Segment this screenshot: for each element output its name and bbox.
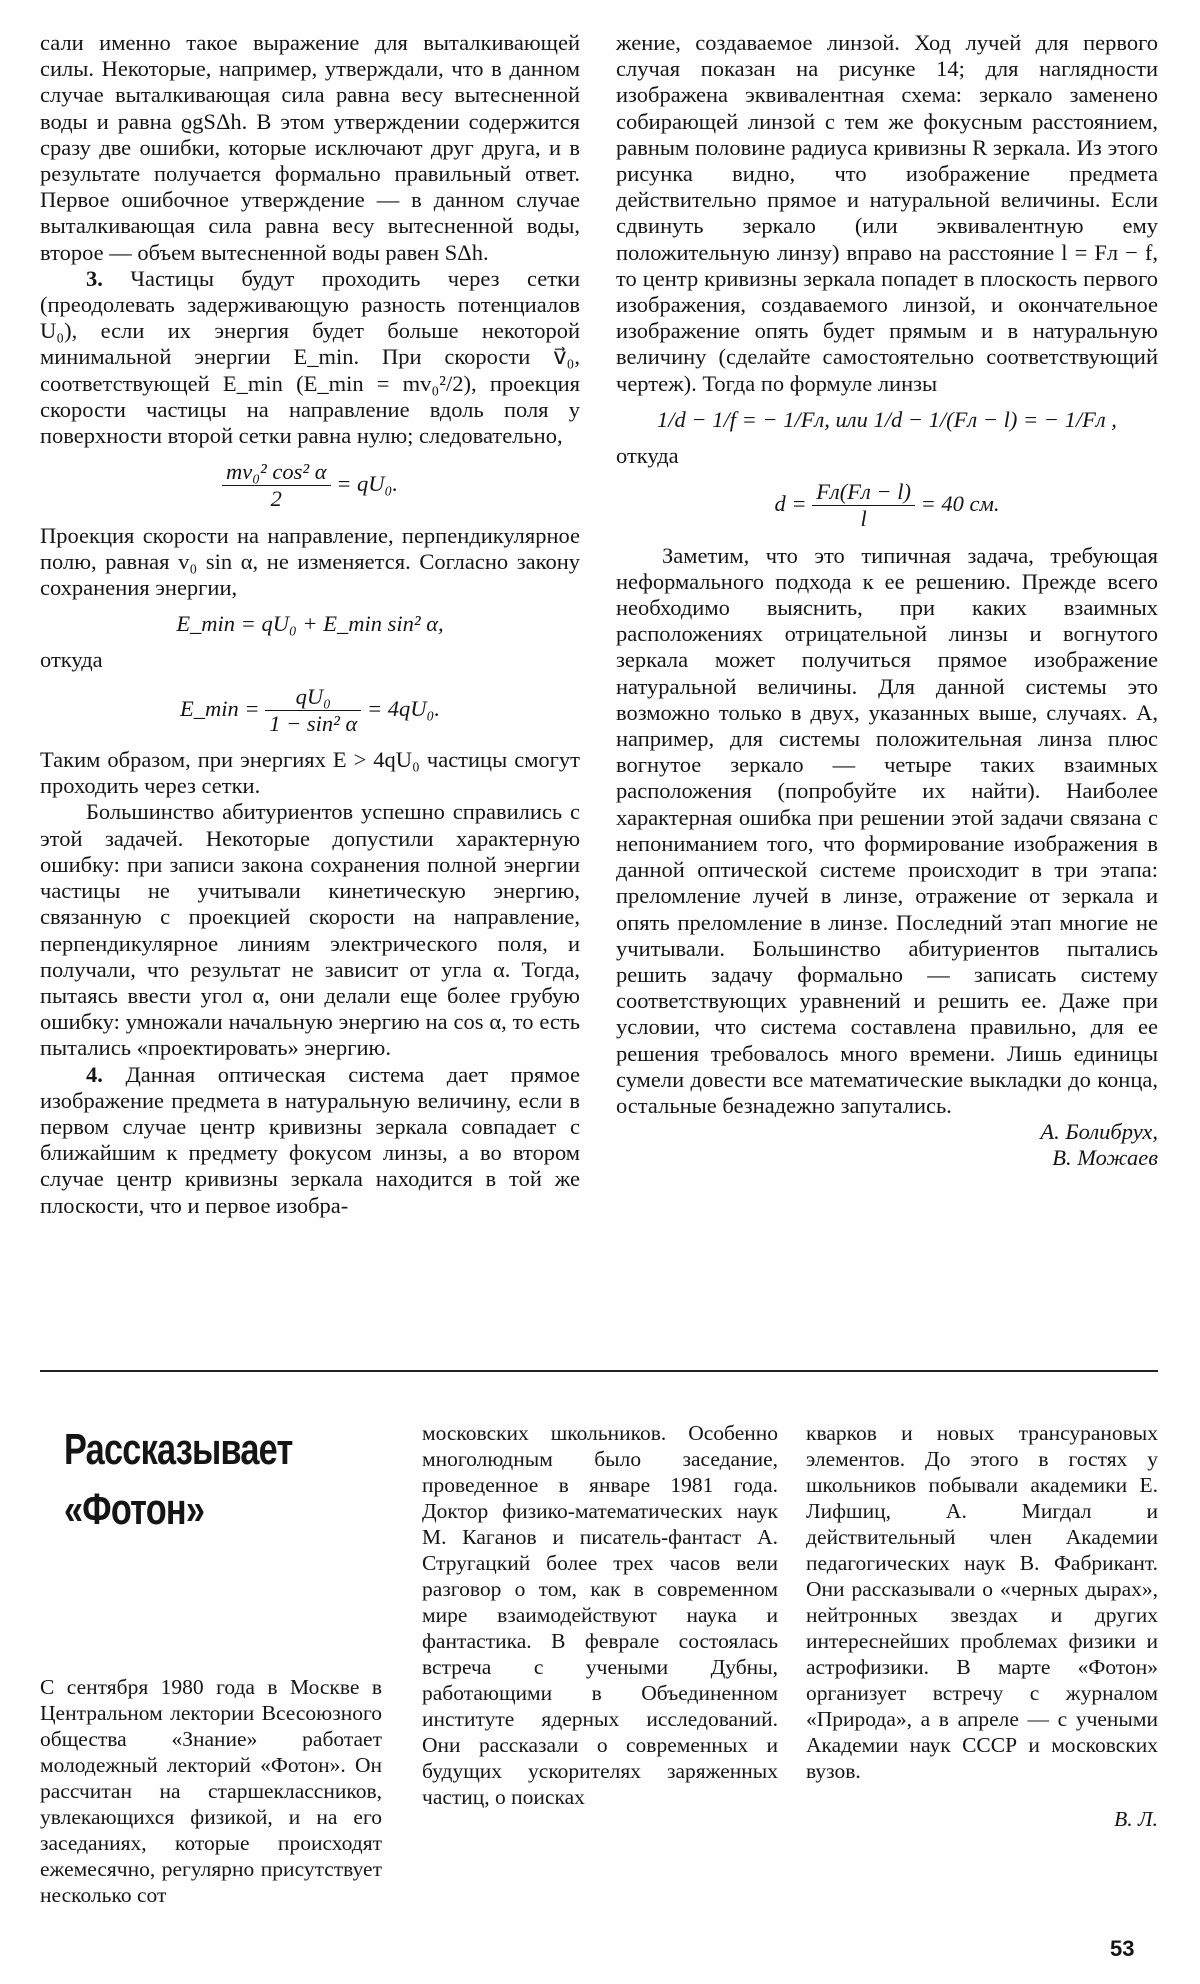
photon-column-2 — [422, 1420, 778, 1810]
photon-column-2-text: московских школьников. Особенно многолюдным было заседание, проведенное в январе 1981 года. Доктор физико-математических наук М. Каганов и писатель-фантаст А. Стругацкий более трех часов вели разговор о том, как в современном мире взаимодействуют наука и фантастика. В феврале состоялась встреча с учеными Дубны, работающими в Объединенном институте ядерных исследований. Они рассказали о современных и будущих ускорителях заряженных частиц, о поисках — [422, 1421, 778, 1809]
left-column — [40, 30, 580, 1219]
paragraph-continued-right: жение, создаваемое линзой. Ход лучей для первого случая показан на рисунке 14; для наглядности изображена эквивалентная схема: зеркало заменено собирающей линзой с тем же фокусным расстоянием, равным половине радиуса кривизны R зеркала. Из этого рисунка видно, что изображение предмета действительно прямое и натуральной величины. Если сдвинуть зеркало (или эквивалентную ему положительную линзу) вправо на расстояние l = Fл − f, то центр кривизны зеркала попадет в плоскость первого изображения, создаваемого линзой, и окончательное изображение опять будет прямым и в натуральную величину (сделайте самостоятельно соответствующий чертеж). Тогда по формуле линзы — [616, 30, 1158, 396]
equation-2: E_min = qU₀ + E_min sin² α, — [176, 611, 444, 637]
equation-1-rhs: = qU₀. — [336, 471, 398, 497]
page-number: 53 — [1110, 1936, 1135, 1961]
equation-3-rhs: = 4qU₀. — [366, 695, 440, 721]
photon-heading-line-2: «Фотон» — [64, 1485, 205, 1534]
problem-4-number: 4. — [86, 1061, 103, 1087]
problem-4 — [40, 1062, 580, 1219]
photon-column-1 — [40, 1674, 382, 1908]
paragraph-majority: Большинство абитуриентов успешно справились с этой задачей. Некоторые допустили характерную ошибку: при записи закона сохранения полной энергии частицы не учитывали кинетическую энергию, связанную с проекцией скорости на направление, перпендикулярное линиям электрического поля, и получали, что результат не зависит от угла α. Тогда, пытаясь ввести угол α, они делали еще более грубую ошибку: умножали начальную энергию на cos α, то есть пытались «проектировать» энергию. — [40, 799, 580, 1061]
distance-rhs: = 40 см. — [920, 491, 1000, 517]
distance-lhs: d = — [774, 491, 807, 517]
author-2: В. Можаев — [1052, 1145, 1158, 1171]
right-column — [616, 30, 1158, 1172]
equation-3-numerator: qU₀ — [265, 684, 361, 711]
equation-1-numerator: mv₀² cos² α — [222, 459, 331, 486]
author-1: А. Болибрух, — [1040, 1119, 1158, 1145]
photon-heading-line-1: Рассказывает — [64, 1425, 293, 1474]
problem-3-conclusion: Таким образом, при энергиях E > 4qU₀ частицы смогут проходить через сетки. — [40, 747, 580, 799]
equation-3-lhs: E_min = — [180, 695, 260, 721]
problem-4-text: Данная оптическая система дает прямое изображение предмета в натуральную величину, если в первом случае центр кривизны зеркала совпадает с ближайшим к предмету фокусом линзы, а во втором случае центр кривизны зеркала находится в той же плоскости, что и первое изобра- — [40, 1061, 580, 1218]
lens-equation: 1/d − 1/f = − 1/Fл, или 1/d − 1/(Fл − l) = − 1/Fл , — [657, 406, 1117, 432]
equation-3-fraction — [265, 684, 361, 737]
photon-signature: В. Л. — [1114, 1807, 1158, 1831]
paragraph-continued: сали именно такое выражение для выталкивающей силы. Некоторые, например, утверждали, что в данном случае выталкивающая сила равна весу вытесненной воды и равна ϱgSΔh. В этом утверждении содержится сразу две ошибки, которые исключают друг друга, и в результате получается формально правильный ответ. Первое ошибочное утверждение — в данном случае выталкивающая сила равна весу вытесненной воды, второе — объем вытесненной воды равен SΔh. — [40, 30, 580, 265]
photon-column-3 — [806, 1420, 1158, 1832]
problem-3-projection: Проекция скорости на направление, перпендикулярное полю, равная v₀ sin α, не изменяется. Согласно закону сохранения энергии, — [40, 522, 580, 601]
section-divider — [40, 1370, 1158, 1372]
distance-numerator: Fл(Fл − l) — [812, 479, 915, 506]
photon-heading — [64, 1420, 298, 1540]
equation-3-denominator: 1 − sin² α — [269, 710, 358, 736]
photon-column-3-text: кварков и новых трансурановых элементов. До этого в гостях у школьников побывали академики Е. Лифшиц, А. Мигдал и действительный член Академии педагогических наук В. Фабрикант. Они рассказывали о «черных дырах», нейтронных звездах и других интереснейших проблемах физики и астрофизики. В марте «Фотон» организует встречу с журналом «Природа», а в апреле — с учеными Академии наук СССР и московских вузов. — [806, 1421, 1158, 1783]
problem-3 — [40, 266, 580, 449]
distance-fraction — [812, 479, 915, 532]
equation-1 — [40, 459, 580, 512]
photon-column-1-text: С сентября 1980 года в Москве в Центральном лектории Всесоюзного общества «Знание» работает молодежный лекторий «Фотон». Он рассчитан на старшеклассников, увлекающихся физикой, и на его заседаниях, которые происходят ежемесячно, регулярно присутствует несколько сот — [40, 1675, 382, 1907]
otkuda-label: откуда — [40, 647, 103, 673]
equation-3 — [40, 684, 580, 737]
distance-equation — [616, 479, 1158, 532]
otkuda-label-right: откуда — [616, 443, 679, 469]
problem-3-text: Частицы будут проходить через сетки (преодолевать задерживающую разность потенциалов U₀), если их энергия будет больше некоторой минимальной энергии E_min. При скорости v⃗₀, соответствующей E_min (E_min = mv₀²/2), проекция скорости частицы на направление вдоль поля у поверхности второй сетки равна нулю; следовательно, — [40, 265, 580, 449]
paragraph-note: Заметим, что это типичная задача, требующая неформального подхода к ее решению. Прежде всего необходимо выяснить, при каких взаимных расположениях отрицательной линзы и вогнутого зеркала может получиться прямое изображение натуральной величины. Для данной системы это возможно только в двух, указанных выше, случаях. А, например, для системы положительная линза плюс вогнутое зеркало — четыре таких взаимных расположения (попробуйте их найти). Наиболее характерная ошибка при решении этой задачи связана с непониманием того, что формирование изображения в данной оптической системе происходит в три этапа: преломление лучей в линзе, отражение от зеркала и опять преломление в линзе. Последний этап многие не учитывали. Большинство абитуриентов пытались решить задачу формально — записать систему соответствующих уравнений и решить ее. Даже при условии, что система составлена правильно, для ее решения требовалось много времени. Лишь единицы сумели довести все математические выкладки до конца, остальные безнадежно запутались. — [616, 542, 1158, 1118]
problem-3-number: 3. — [86, 265, 103, 291]
equation-1-denominator: 2 — [270, 486, 282, 512]
equation-1-fraction — [222, 459, 331, 512]
distance-denominator: l — [860, 506, 867, 532]
